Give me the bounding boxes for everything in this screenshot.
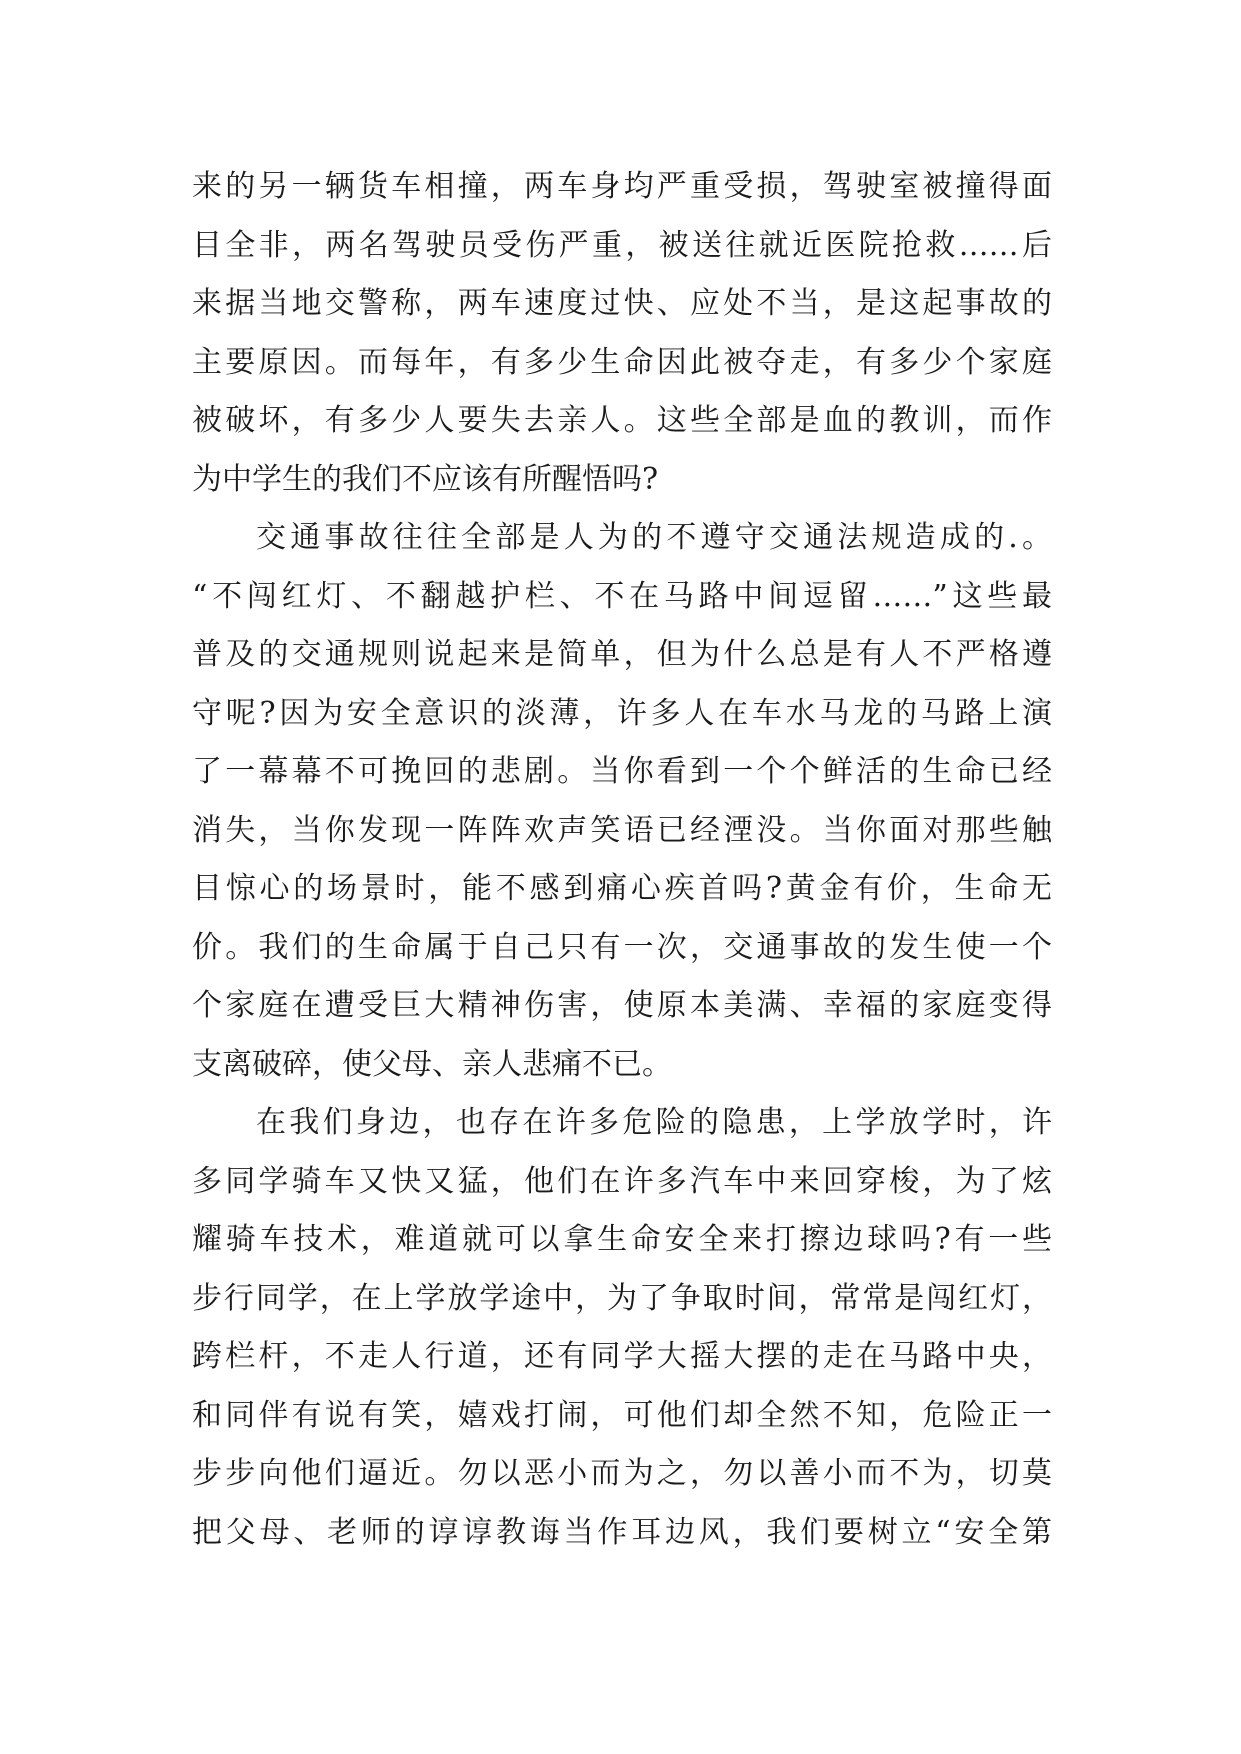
text-line: 步步向他们逼近。勿以恶小而为之，勿以善小而不为，切莫 <box>192 1456 1052 1491</box>
text-line: 守呢?因为安全意识的淡薄，许多人在车水马龙的马路上演 <box>192 695 1052 731</box>
text-line: 目惊心的场景时，能不感到痛心疾首吗?黄金有价，生命无 <box>192 871 1052 906</box>
text-line: 把父母、老师的谆谆教诲当作耳边风，我们要树立“安全第 <box>192 1514 1052 1550</box>
text-line: 步行同学，在上学放学途中，为了争取时间，常常是闯红灯， <box>192 1280 1052 1316</box>
text-line: 多同学骑车又快又猛，他们在许多汽车中来回穿梭，为了炫 <box>192 1163 1052 1199</box>
paragraph-first-line: 交通事故往往全部是人为的不遵守交通法规造成的.。 <box>256 520 1052 555</box>
text-line: 耀骑车技术，难道就可以拿生命安全来打擦边球吗?有一些 <box>192 1222 1052 1257</box>
text-line: “不闯红灯、不翻越护栏、不在马路中间逗留……”这些最 <box>192 578 1052 614</box>
text-line: 来的另一辆货车相撞，两车身均严重受损，驾驶室被撞得面 <box>192 169 1052 204</box>
text-line: 价。我们的生命属于自己只有一次，交通事故的发生使一个 <box>192 929 1052 965</box>
text-line: 消失，当你发现一阵阵欢声笑语已经湮没。当你面对那些触 <box>192 812 1052 848</box>
text-line: 和同伴有说有笑，嬉戏打闹，可他们却全然不知，危险正一 <box>192 1397 1052 1433</box>
paragraph-first-line: 在我们身边，也存在许多危险的隐患，上学放学时，许 <box>256 1105 1052 1140</box>
text-line: 被破坏，有多少人要失去亲人。这些全部是血的教训，而作 <box>192 403 1052 438</box>
text-line: 支离破碎，使父母、亲人悲痛不已。 <box>192 1046 672 1082</box>
text-line: 了一幕幕不可挽回的悲剧。当你看到一个个鲜活的生命已经 <box>192 754 1052 789</box>
text-line: 目全非，两名驾驶员受伤严重，被送往就近医院抢救……后 <box>192 227 1052 263</box>
text-line: 普及的交通规则说起来是简单，但为什么总是有人不严格遵 <box>192 637 1052 672</box>
text-line: 个家庭在遭受巨大精神伤害，使原本美满、幸福的家庭变得 <box>192 988 1052 1023</box>
text-line: 主要原因。而每年，有多少生命因此被夺走，有多少个家庭 <box>192 344 1052 380</box>
text-line: 来据当地交警称，两车速度过快、应处不当，是这起事故的 <box>192 286 1052 321</box>
text-line: 为中学生的我们不应该有所醒悟吗? <box>192 461 659 497</box>
document-body <box>192 158 1052 1562</box>
text-line: 跨栏杆，不走人行道，还有同学大摇大摆的走在马路中央， <box>192 1339 1052 1374</box>
